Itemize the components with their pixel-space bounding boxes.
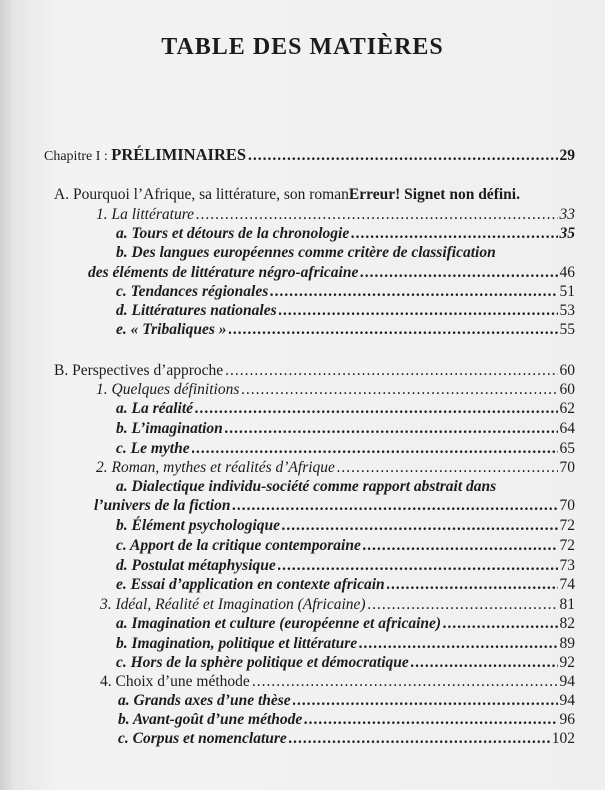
toc-entry-b1a[interactable]: a. La réalité ..... 62 xyxy=(116,400,575,418)
page-number: 51 xyxy=(559,283,575,300)
toc-entry-b4c[interactable]: c. Corpus et nomenclature ..... 102 xyxy=(118,730,575,748)
toc-entry-b4[interactable]: 4. Choix d’une méthode ..... 94 xyxy=(100,673,575,691)
toc-entry-a1e[interactable]: e. « Tribaliques » ..... 55 xyxy=(116,321,575,339)
dot-leader xyxy=(351,225,557,243)
dot-leader xyxy=(368,596,558,614)
page-number: 60 xyxy=(559,362,575,379)
dot-leader xyxy=(443,615,557,633)
toc-entry-a1c[interactable]: c. Tendances régionales ..... 51 xyxy=(116,283,575,301)
page-number: 62 xyxy=(559,400,575,417)
toc-entry-a1a[interactable]: a. Tours et détours de la chronologie ..... 35 xyxy=(116,225,575,243)
page-number: 72 xyxy=(559,537,575,554)
toc-entry-b1c[interactable]: c. Le mythe ..... 65 xyxy=(116,440,575,458)
toc-entry-b2c[interactable]: c. Apport de la critique contemporaine ..... 72 xyxy=(116,537,575,555)
dot-leader xyxy=(232,497,557,515)
toc-entry-a1b-line1[interactable]: b. Des langues européennes comme critère de classification xyxy=(116,244,496,261)
toc-entry-b4b[interactable]: b. Avant-goût d’une méthode ..... 96 xyxy=(118,711,575,729)
page-title: TABLE DES MATIÈRES xyxy=(161,34,444,60)
toc-entry-b1b[interactable]: b. L’imagination ..... 64 xyxy=(116,420,575,438)
page-number: 46 xyxy=(559,264,575,281)
dot-leader xyxy=(359,635,557,653)
page-number: 70 xyxy=(559,459,575,476)
dot-leader xyxy=(196,206,557,224)
toc-chapter-1[interactable] xyxy=(44,146,575,166)
dot-leader xyxy=(411,654,558,672)
dot-leader xyxy=(387,576,558,594)
dot-leader xyxy=(282,517,557,535)
dot-leader xyxy=(279,302,558,320)
toc-entry-b2b[interactable]: b. Élément psychologique ..... 72 xyxy=(116,517,575,535)
toc-entry-b3[interactable]: 3. Idéal, Réalité et Imagination (Africaine) ..... 81 xyxy=(100,596,575,614)
page-number: 94 xyxy=(559,673,575,690)
dot-leader xyxy=(225,420,558,438)
toc-entry-b3c[interactable]: c. Hors de la sphère politique et démocratique ..... 92 xyxy=(116,654,575,672)
page-number: 35 xyxy=(559,225,575,242)
dot-leader xyxy=(304,711,557,729)
dot-leader xyxy=(229,321,558,339)
dot-leader xyxy=(278,557,558,575)
toc-entry-b2a-line1[interactable]: a. Dialectique individu-société comme rapport abstrait dans xyxy=(116,478,497,495)
page-number: 82 xyxy=(559,615,575,632)
toc-section-b[interactable]: B. Perspectives d’approche ..... 60 xyxy=(54,362,575,380)
page-number: 33 xyxy=(559,206,575,223)
dot-leader xyxy=(363,537,558,555)
dot-leader xyxy=(195,400,557,418)
toc-section-a[interactable] xyxy=(54,186,520,204)
page-number: 81 xyxy=(559,596,575,613)
page-number: 89 xyxy=(559,635,575,652)
dot-leader xyxy=(293,692,558,710)
page-number: 74 xyxy=(559,576,575,593)
toc-entry-b1[interactable]: 1. Quelques définitions ..... 60 xyxy=(96,381,575,399)
bookmark-error: Erreur! Signet non défini. xyxy=(348,186,520,203)
dot-leader xyxy=(360,264,557,282)
page-number: 72 xyxy=(559,517,575,534)
dot-leader xyxy=(270,283,557,301)
page-number: 96 xyxy=(559,711,575,728)
chapter-prefix: Chapitre I : xyxy=(44,149,112,164)
toc-entry-b3a[interactable]: a. Imagination et culture (européenne et africaine) ..... 82 xyxy=(116,615,575,633)
dot-leader xyxy=(289,730,550,748)
toc-entry-b2a[interactable]: l’univers de la fiction ..... 70 xyxy=(94,497,575,515)
page-number: 29 xyxy=(559,147,575,164)
toc-entry-a1[interactable]: 1. La littérature ..... 33 xyxy=(96,206,575,224)
toc-entry-b3b[interactable]: b. Imagination, politique et littérature ..... 89 xyxy=(116,635,575,653)
page-number: 70 xyxy=(559,497,575,514)
toc-entry-b2e[interactable]: e. Essai d’application en contexte africain ..... 74 xyxy=(116,576,575,594)
toc-entry-b4a[interactable]: a. Grands axes d’une thèse ..... 94 xyxy=(118,692,575,710)
section-a-label: A. Pourquoi l’Afrique, sa littérature, son roman xyxy=(54,186,349,203)
dot-leader xyxy=(241,381,557,399)
dot-leader xyxy=(192,440,558,458)
toc-entry-a1d[interactable]: d. Littératures nationales ..... 53 xyxy=(116,302,575,320)
page-number: 102 xyxy=(551,730,575,747)
dot-leader xyxy=(248,147,557,165)
page-number: 73 xyxy=(559,557,575,574)
page-number: 60 xyxy=(559,381,575,398)
dot-leader xyxy=(225,362,557,380)
toc-entry-a1b[interactable]: des éléments de littérature négro-africaine ..... 46 xyxy=(88,264,575,282)
page-number: 53 xyxy=(559,302,575,319)
toc-entry-b2[interactable]: 2. Roman, mythes et réalités d’Afrique ..... 70 xyxy=(96,459,575,477)
page-number: 65 xyxy=(559,440,575,457)
toc-entry-b2d[interactable]: d. Postulat métaphysique ..... 73 xyxy=(116,557,575,575)
page-number: 92 xyxy=(559,654,575,671)
chapter-title: PRÉLIMINAIRES xyxy=(111,145,247,164)
dot-leader xyxy=(337,459,558,477)
page-number: 55 xyxy=(559,321,575,338)
page-number: 94 xyxy=(559,692,575,709)
dot-leader xyxy=(252,673,558,691)
page-number: 64 xyxy=(559,420,575,437)
